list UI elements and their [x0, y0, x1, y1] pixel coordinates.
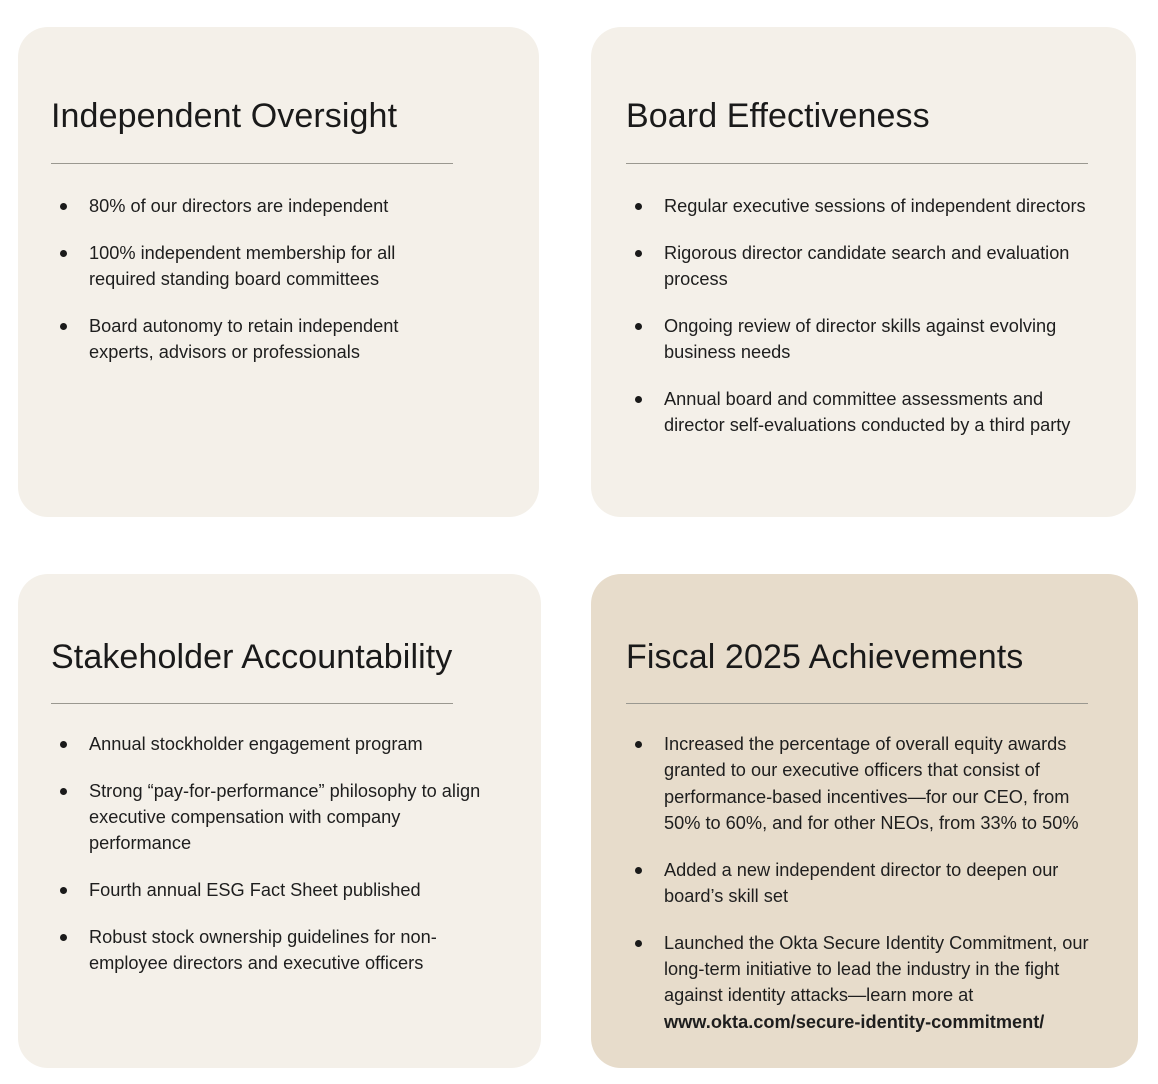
list-item: Robust stock ownership guidelines for non-employee directors and executive officers: [51, 924, 491, 977]
list-item: Board autonomy to retain independent experts, advisors or professionals: [51, 313, 451, 366]
list-item: 100% independent membership for all required standing board committees: [51, 240, 451, 293]
bullet-list: [626, 731, 1096, 1055]
title-divider: [626, 703, 1088, 704]
bullet-list: [51, 731, 491, 997]
bullet-list: [51, 193, 451, 386]
card-board-effectiveness: [591, 27, 1136, 517]
list-item: Ongoing review of director skills against evolving business needs: [626, 313, 1096, 366]
list-item: Rigorous director candidate search and evaluation process: [626, 240, 1096, 293]
bullet-list: [626, 193, 1096, 459]
list-item-text: Launched the Okta Secure Identity Commitment, our long-term initiative to lead the industry in the fight against identity attacks—learn more at: [664, 932, 1089, 1006]
card-title: Fiscal 2025 Achievements: [626, 638, 1024, 676]
title-divider: [626, 163, 1088, 164]
list-item: Added a new independent director to deepen our board’s skill set: [626, 857, 1096, 910]
card-title: Independent Oversight: [51, 97, 398, 135]
list-item: [626, 930, 1096, 1035]
card-stakeholder-accountability: [18, 574, 541, 1068]
card-independent-oversight: [18, 27, 539, 517]
title-divider: [51, 703, 453, 704]
secure-identity-commitment-link[interactable]: www.okta.com/secure-identity-commitment/: [664, 1011, 1045, 1032]
title-divider: [51, 163, 453, 164]
list-item: Strong “pay-for-performance” philosophy to align executive compensation with company performance: [51, 778, 491, 857]
list-item: Annual board and committee assessments and director self-evaluations conducted by a third party: [626, 386, 1096, 439]
card-fiscal-2025-achievements: [591, 574, 1138, 1068]
list-item: Annual stockholder engagement program: [51, 731, 491, 757]
list-item: Increased the percentage of overall equity awards granted to our executive officers that consist of performance-based incentives—for our CEO, from 50% to 60%, and for other NEOs, from 33% to 50%: [626, 731, 1096, 836]
list-item: Regular executive sessions of independent directors: [626, 193, 1096, 219]
list-item: Fourth annual ESG Fact Sheet published: [51, 877, 491, 903]
card-title: Board Effectiveness: [626, 97, 930, 135]
list-item: 80% of our directors are independent: [51, 193, 451, 219]
card-title: Stakeholder Accountability: [51, 638, 453, 676]
